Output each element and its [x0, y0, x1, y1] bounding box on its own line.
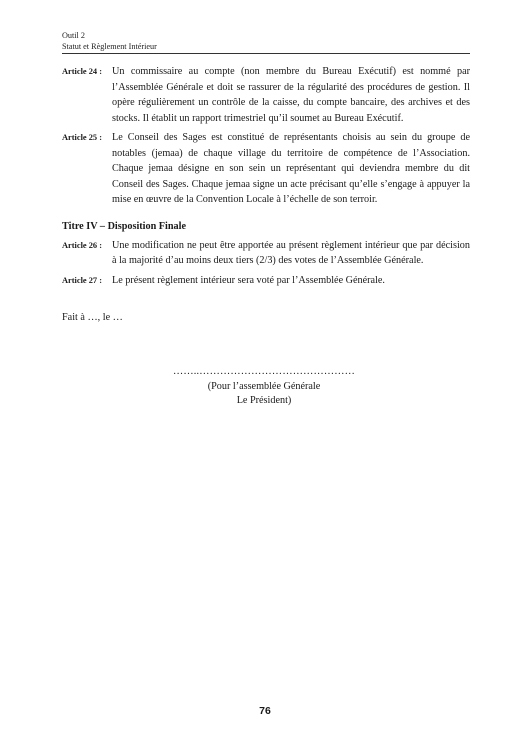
article-26 — [62, 238, 470, 269]
article-25 — [62, 130, 470, 208]
article-text: Le Conseil des Sages est constitué de représentants choisis au sein du groupe de notables (jemaa) de chaque village du territoire de compétence de l’Association. Chaque jemaa désigne en son sein un représentant qui deviendra membre du dit Conseil des Sages. Chaque jemaa signe un acte précisant qu’elle s’engage à appuyer la mise en œuvre de la Convention Locale à l’échelle de son terroir. — [112, 132, 470, 205]
header-document-title: Statut et Règlement Intérieur — [62, 42, 157, 51]
article-label: Article 25 : — [62, 133, 102, 142]
article-24 — [62, 64, 470, 126]
article-label: Article 24 : — [62, 67, 102, 76]
header-tool-label: Outil 2 — [62, 31, 85, 40]
article-label: Article 26 : — [62, 240, 102, 250]
article-text: Le présent règlement intérieur sera voté par l’Assemblée Générale. — [112, 274, 385, 286]
page-number: 76 — [259, 705, 271, 717]
signature-caption: (Pour l’assemblée Générale — [207, 380, 321, 392]
place-date-line: Fait à …, le … — [62, 312, 123, 323]
signature-line: ……..……………………………………… — [172, 366, 356, 377]
article-text: Une modification ne peut être apportée au présent règlement intérieur que par décision à la majorité d’au moins deux tiers (2/3) des votes de l’Assemblée Générale. — [112, 239, 470, 266]
article-label: Article 27 : — [62, 275, 102, 285]
article-27 — [62, 273, 470, 289]
signature-role: Le Président) — [236, 395, 292, 406]
header-divider — [62, 53, 470, 54]
document-body — [62, 64, 470, 325]
signature-block — [160, 365, 368, 409]
running-header — [62, 30, 470, 52]
section-title: Titre IV – Disposition Finale — [62, 220, 186, 232]
article-text: Un commissaire au compte (non membre du Bureau Exécutif) est nommé par l’Assemblée Générale et doit se rassurer de la régularité des procédures de gestion. Il opère régulièrement un contrôle de la caisse, du compte bancaire, des archives et des stocks. Il établit un rapport trimestriel qu’il soumet au Bureau Exécutif. — [112, 66, 470, 124]
